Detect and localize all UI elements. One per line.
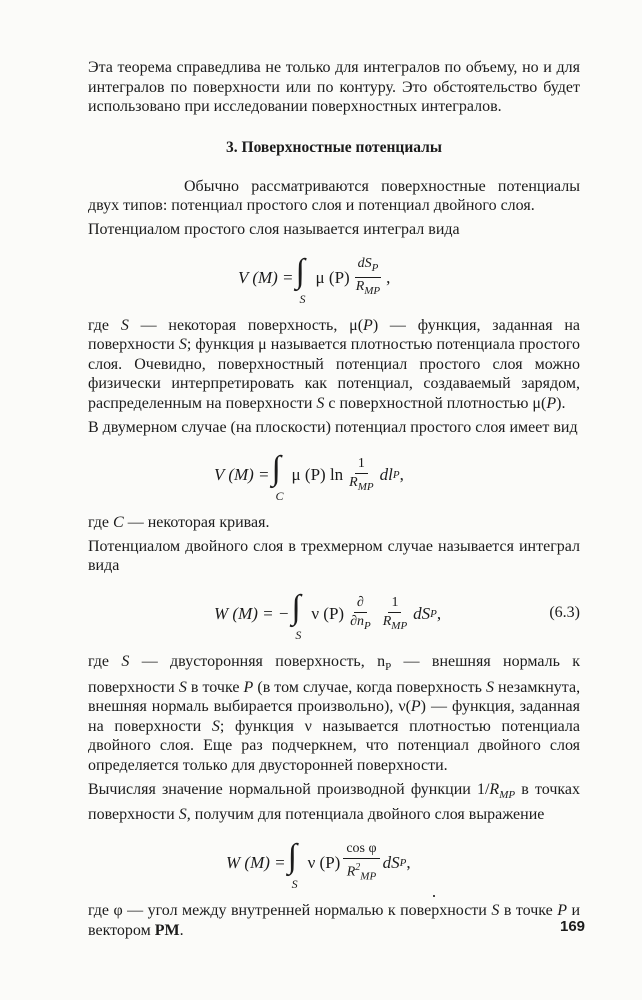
fraction-numerator: ∂ (354, 595, 367, 613)
symbol: S (211, 717, 220, 735)
paragraph-text: Потенциалом простого слоя называется интеграл вида (88, 220, 460, 238)
text: ; функция μ называется плотностью потенциала простого слоя. Очевидно, поверхностный потенциал простого слоя можно физически интерпретировать как потенциал, создаваемый зарядом, распределенным на поверхности (88, 336, 581, 412)
text: где (88, 316, 110, 334)
formula-density: μ (P) ln (291, 465, 344, 485)
text: где φ — угол между внутренней нормалью к поверхности (88, 902, 487, 920)
paragraph-simple-layer (88, 220, 580, 240)
text: . (179, 921, 184, 939)
fraction-numerator: 1 (388, 595, 401, 613)
formula-double-layer-cos (88, 831, 580, 895)
paragraph-intro (88, 177, 580, 216)
equation-number: (6.3) (549, 603, 580, 621)
formula-differential-sub: P (399, 857, 407, 870)
formula-two-dim (88, 443, 580, 507)
formula-double-layer (88, 582, 580, 646)
vector-symbol: PM (154, 921, 180, 939)
fraction-numerator: cos φ (343, 841, 379, 859)
text: — некоторая кривая. (127, 514, 270, 532)
fraction-denominator-sub: P (363, 619, 371, 632)
fraction-denominator: ∂n (350, 613, 364, 629)
fraction-numerator: 1 (355, 456, 368, 474)
paragraph-text: Обычно рассматриваются поверхностные потенциалы двух типов: потенциал простого слоя и потенциал двойного слоя. (88, 177, 580, 215)
page-body (88, 58, 580, 940)
fraction-numerator-sub: P (371, 262, 379, 275)
fraction-numerator: dS (357, 256, 372, 272)
text: где (88, 652, 110, 670)
formula-density: ν (P) (311, 603, 345, 623)
formula-density: μ (P) (315, 267, 350, 287)
fraction-denominator-sup: 2 (355, 862, 361, 874)
integral-sign: ∫ S (291, 588, 302, 642)
integral-subscript: C (275, 489, 284, 504)
print-speck (433, 895, 435, 897)
formula-simple-layer (88, 246, 580, 310)
paragraph-double-layer (88, 537, 580, 576)
integral-sign: ∫ S (287, 838, 298, 892)
text: (в том случае, когда поверхность (257, 678, 482, 696)
fraction (380, 595, 410, 634)
symbol: P (243, 678, 254, 696)
symbol: S (485, 678, 494, 696)
text: и вектором (88, 902, 581, 939)
fraction-denominator-sub: MP (360, 870, 377, 883)
formula-density: ν (P) (307, 853, 341, 873)
integral-subscript: S (295, 627, 302, 642)
formula-differential-sub: P (430, 607, 437, 620)
symbol: P (546, 394, 557, 412)
formula-differential: dS (382, 853, 400, 873)
text: Вычисляя значение нормальной производной функции 1/ (88, 780, 490, 798)
page-number: 169 (560, 918, 586, 935)
symbol: S (178, 336, 187, 354)
symbol: S (178, 678, 187, 696)
text: в точке (503, 902, 553, 920)
paragraph-normal-derivative (88, 780, 580, 825)
symbol: R (489, 780, 500, 798)
paragraph-two-dim (88, 418, 580, 438)
fraction-denominator-sub: MP (357, 480, 374, 493)
symbol: P (363, 316, 373, 334)
formula-tail: , (406, 853, 411, 873)
section-heading: 3. Поверхностные потенциалы (226, 138, 442, 156)
paragraph-definition (88, 316, 580, 414)
text: в точках поверхности (88, 780, 581, 824)
fraction-denominator: R (346, 864, 356, 880)
paragraph-text: В двумерном случае (на плоскости) потенциал простого слоя имеет вид (88, 418, 578, 436)
text: где (88, 514, 110, 532)
text: — двусторонняя поверхность, n (141, 652, 386, 670)
formula-tail: , (386, 267, 391, 287)
text: ) — функция, заданная на поверхности (88, 698, 580, 735)
formula-differential: dS (413, 603, 431, 623)
formula-differential: dl (379, 465, 393, 485)
paragraph-curve (88, 513, 580, 533)
text: — некоторая поверхность, μ( (140, 316, 364, 334)
fraction-denominator-sub: MP (364, 284, 381, 297)
fraction-denominator: R (355, 279, 365, 295)
text: , получим для потенциала двойного слоя выражение (186, 806, 545, 824)
paragraph-theorem (88, 58, 580, 117)
text: с поверхностной плотностью μ( (328, 394, 547, 412)
symbol: P (410, 698, 421, 716)
paragraph-angle (88, 901, 580, 940)
fraction (343, 841, 379, 884)
text: незамкнута, внешняя нормаль выбирается произвольно), ν( (88, 678, 581, 716)
fraction (353, 256, 383, 299)
symbol: S (121, 652, 130, 670)
integral-sign: ∫ C (271, 450, 284, 504)
formula-lhs: W (M) = (226, 853, 286, 873)
formula-lhs: V (M) = (214, 465, 270, 485)
symbol-sub: P (385, 661, 392, 674)
symbol: P (557, 902, 567, 920)
text: ) — функция, заданная на поверхности (88, 316, 581, 354)
formula-tail: , (399, 465, 404, 485)
integral-subscript: S (299, 291, 306, 306)
text: ). (556, 394, 566, 412)
symbol: S (120, 316, 129, 334)
text: — внешняя нормаль к поверхности (88, 652, 581, 696)
symbol: S (316, 394, 325, 412)
formula-differential-sub: P (392, 469, 400, 482)
fraction-denominator-sub: MP (391, 619, 408, 632)
integral-subscript: S (291, 877, 298, 892)
text: ; функция ν называется плотностью потенциала двойного слоя. Еще раз подчеркнем, что потенциал двойного слоя определяется только для двусторонней поверхности. (88, 717, 581, 775)
paragraph-text: Эта теорема справедлива не только для интегралов по объему, но и для интегралов по поверхности или по контуру. Это обстоятельство будет использовано при исследовании поверхностных интегралов. (88, 59, 580, 116)
symbol-sub: MP (499, 788, 516, 801)
formula-lhs: V (M) = (238, 267, 294, 287)
paragraph-text: Потенциалом двойного слоя в трехмерном случае называется интеграл вида (88, 537, 580, 575)
paragraph-double-definition (88, 652, 580, 776)
formula-tail: , (436, 603, 442, 623)
fraction (346, 456, 376, 495)
integral-sign: ∫ S (295, 252, 306, 306)
symbol: S (491, 902, 500, 920)
symbol: C (113, 514, 124, 532)
fraction-derivative (347, 595, 374, 634)
formula-lhs: W (M) = − (214, 603, 290, 623)
fraction-denominator: R (349, 474, 358, 490)
text: в точке (190, 678, 240, 696)
symbol: S (178, 806, 187, 824)
fraction-denominator: R (382, 613, 392, 629)
